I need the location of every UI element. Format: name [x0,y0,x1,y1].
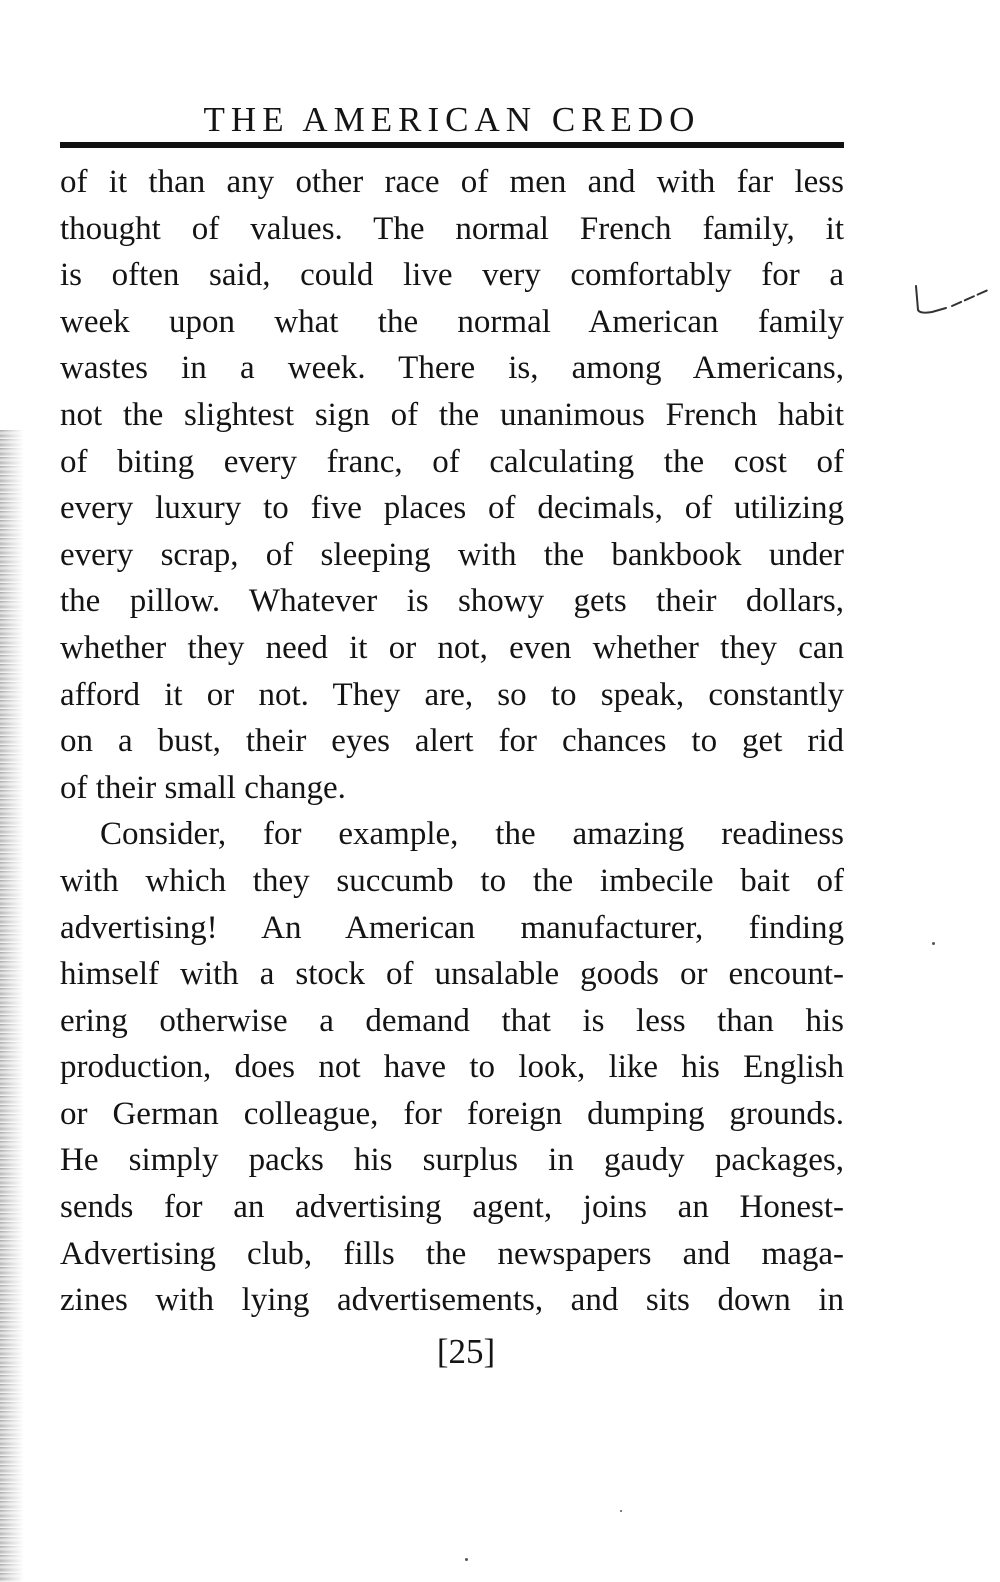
text-line: of biting every franc, of calculating the cost of [60,443,844,480]
text-line: week upon what the normal American family [60,303,844,340]
paper-speck [620,1510,622,1512]
text-line: every scrap, of sleeping with the bankbook under [60,536,844,573]
text-line: afford it or not. They are, so to speak, constantly [60,676,844,713]
text-line: zines with lying advertisements, and sits down in [60,1282,844,1319]
text-line: of it than any other race of men and with far less [60,164,844,200]
text-line: the pillow. Whatever is showy gets their dollars, [60,583,844,620]
text-line: Advertising club, fills the newspapers and maga- [60,1235,844,1272]
paper-speck [465,1558,468,1561]
text-line: is often said, could live very comfortably for a [60,257,844,294]
text-line: ering otherwise a demand that is less than his [60,1002,844,1039]
text-line: wastes in a week. There is, among Americans, [60,350,844,387]
text-line: thought of values. The normal French family, it [60,210,844,247]
paper-speck [932,942,935,945]
text-line: production, does not have to look, like his English [60,1049,844,1086]
text-line: on a bust, their eyes alert for chances to get rid [60,723,844,760]
text-line: He simply packs his surplus in gaudy packages, [60,1142,844,1179]
head-rule [60,142,844,148]
text-line: with which they succumb to the imbecile bait of [60,862,844,899]
text-line: or German colleague, for foreign dumping grounds. [60,1095,844,1132]
text-line: every luxury to five places of decimals, of utilizing [60,490,844,527]
text-line: sends for an advertising agent, joins an Honest- [60,1189,844,1226]
text-line: whether they need it or not, even whether they can [60,629,844,666]
text-line: not the slightest sign of the unanimous French habit [60,396,844,433]
pencil-margin-mark [912,282,992,322]
text-line: himself with a stock of unsalable goods or encount- [60,956,844,993]
binding-edge-shadow [0,430,24,1582]
text-line: advertising! An American manufacturer, finding [60,909,844,946]
text-line: Consider, for example, the amazing readiness [100,816,844,853]
body-text [60,159,844,1324]
text-line: of their small change. [60,769,346,806]
running-head: THE AMERICAN CREDO [203,100,701,139]
page-number: [25] [436,1332,496,1371]
